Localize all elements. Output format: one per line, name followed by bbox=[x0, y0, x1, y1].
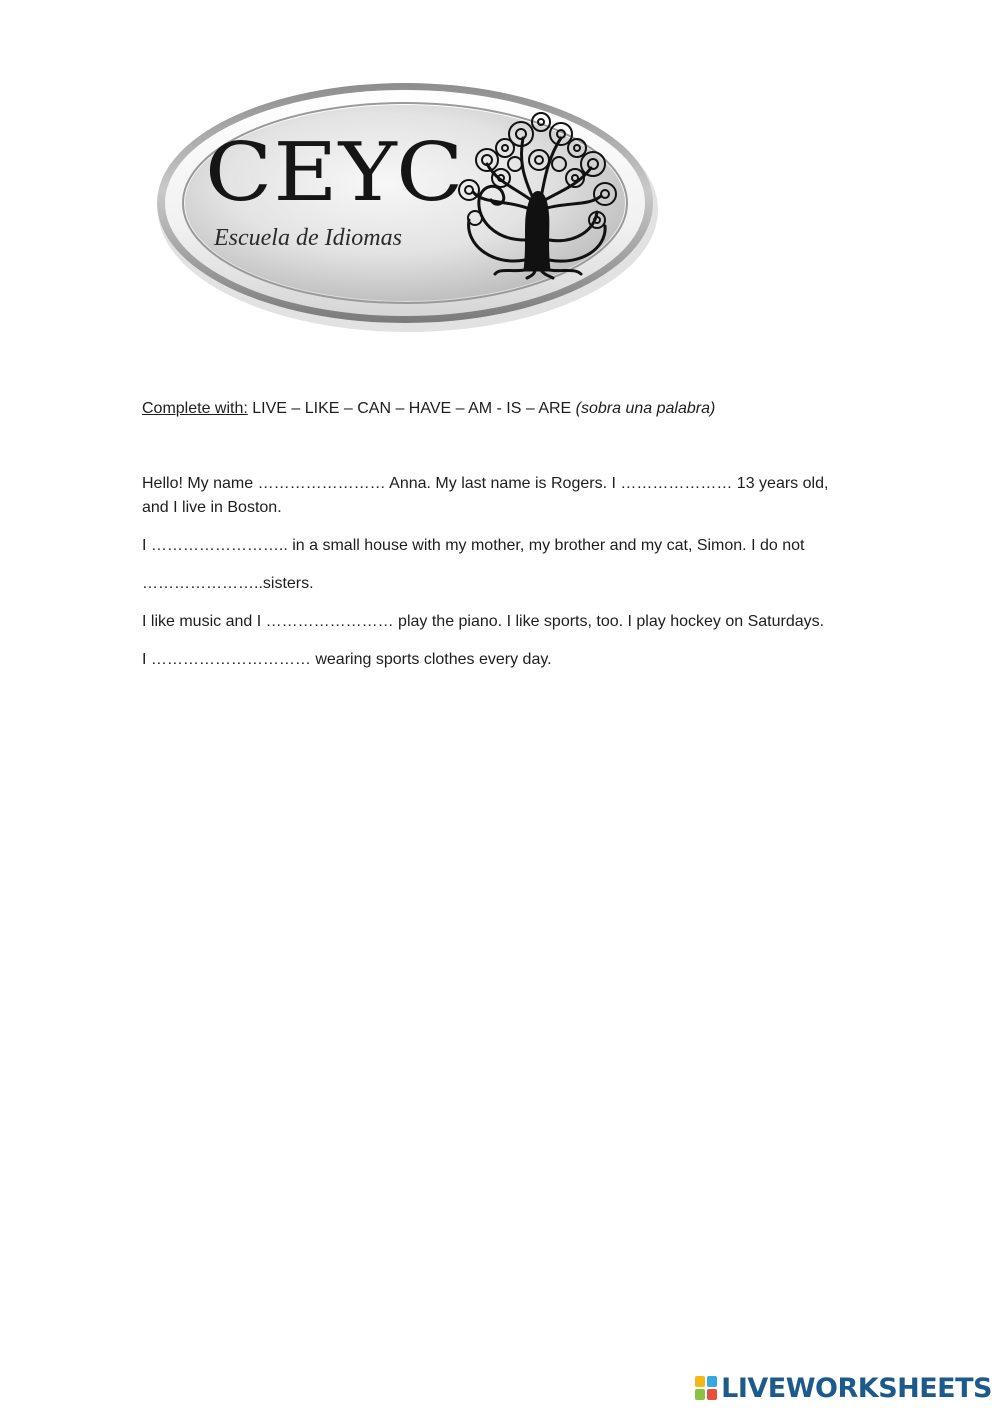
instructions-note: (sobra una palabra) bbox=[575, 400, 716, 417]
liveworksheets-logo-icon bbox=[695, 1376, 717, 1400]
brand-name: LIVEWORKSHEETS bbox=[721, 1372, 992, 1404]
liveworksheets-brand bbox=[695, 1371, 992, 1405]
exercise-paragraph: …………………..sisters. bbox=[142, 575, 314, 592]
exercise-paragraph: I …………………….. in a small house with my mother, my brother and my cat, Simon. I do not bbox=[142, 537, 805, 554]
exercise-paragraph: I ………………………… wearing sports clothes every day. bbox=[142, 651, 552, 668]
exercise-paragraph: I like music and I …………………… play the piano. I like sports, too. I play hockey on Saturdays. bbox=[142, 613, 825, 630]
logo-title: CEYC bbox=[205, 124, 465, 220]
instructions-word-bank: LIVE – LIKE – CAN – HAVE – AM - IS – ARE bbox=[247, 400, 576, 417]
school-logo bbox=[150, 70, 660, 340]
exercise-paragraph: Hello! My name …………………… Anna. My last name is Rogers. I ………………… 13 years old, and I live in Boston. bbox=[142, 475, 829, 516]
logo-subtitle: Escuela de Idiomas bbox=[214, 225, 402, 251]
exercise-content bbox=[142, 397, 857, 672]
instructions bbox=[142, 397, 857, 421]
instructions-lead: Complete with: bbox=[142, 400, 248, 417]
